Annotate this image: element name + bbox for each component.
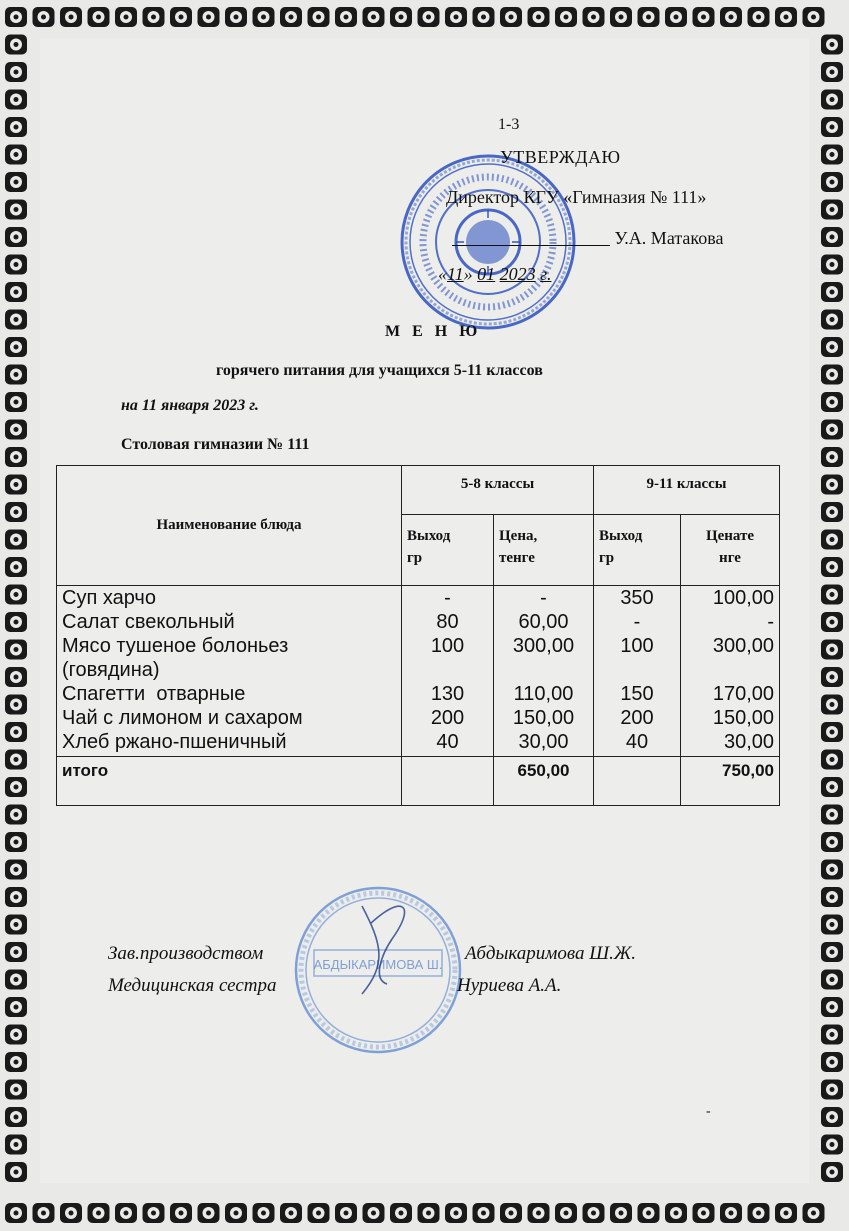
border-ornament [665, 7, 687, 27]
yield-9-11: 150 [594, 682, 681, 706]
border-ornament [308, 1203, 330, 1223]
border-ornament [5, 887, 27, 907]
border-ornament [5, 227, 27, 247]
border-ornament [821, 1025, 843, 1045]
border-ornament [821, 860, 843, 880]
border-ornament [5, 337, 27, 357]
document-number: 1-3 [498, 116, 520, 133]
border-ornament [821, 35, 843, 55]
border-ornament [821, 805, 843, 825]
border-ornament [583, 1203, 605, 1223]
border-ornament [555, 7, 577, 27]
yield-5-8: - [402, 586, 494, 611]
staff-seal-stamp [292, 884, 464, 1056]
border-ornament [5, 997, 27, 1017]
border-ornament [33, 7, 55, 27]
border-ornament [5, 970, 27, 990]
border-ornament [821, 145, 843, 165]
yield-5-8: 200 [402, 706, 494, 730]
border-ornament [821, 392, 843, 412]
price-9-11: - [681, 610, 780, 634]
price-9-11: 300,00 [681, 634, 780, 682]
border-ornament [5, 722, 27, 742]
border-ornament [821, 200, 843, 220]
approval-heading: УТВЕРЖДАЮ [500, 147, 621, 167]
border-ornament [803, 1203, 825, 1223]
border-ornament [5, 475, 27, 495]
border-ornament [60, 1203, 82, 1223]
border-ornament [821, 612, 843, 632]
border-ornament [748, 7, 770, 27]
column-price-5-8: Цена, тенге [494, 515, 594, 586]
border-ornament [225, 7, 247, 27]
table-row [57, 706, 780, 730]
border-ornament [821, 942, 843, 962]
border-ornament [5, 420, 27, 440]
date-quote-close: » [463, 264, 473, 284]
border-ornament [5, 200, 27, 220]
border-ornament [821, 172, 843, 192]
name-nurse: Нуриева А.А. [457, 975, 562, 996]
border-ornament [5, 1135, 27, 1155]
date-year: 2023 [499, 264, 536, 284]
column-dish-name: Наименование блюда [57, 466, 402, 586]
total-9-11: 750,00 [681, 757, 780, 806]
border-ornament [821, 1135, 843, 1155]
border-ornament [143, 7, 165, 27]
price-9-11: 170,00 [681, 682, 780, 706]
border-ornament [5, 1052, 27, 1072]
role-production-manager: Зав.производством [108, 943, 264, 964]
border-ornament [610, 7, 632, 27]
date-suffix: г. [540, 264, 552, 284]
border-ornament [821, 227, 843, 247]
border-ornament [528, 7, 550, 27]
border-ornament [308, 7, 330, 27]
border-ornament [198, 1203, 220, 1223]
staff-seal-text: АБДЫКАРИМОВА Ш. [313, 957, 443, 972]
border-ornament [5, 282, 27, 302]
table-row [57, 730, 780, 757]
border-ornament [390, 7, 412, 27]
border-ornament [821, 90, 843, 110]
border-ornament [821, 420, 843, 440]
price-9-11: 100,00 [681, 586, 780, 611]
border-ornament [821, 62, 843, 82]
border-ornament [170, 7, 192, 27]
border-ornament [821, 695, 843, 715]
border-ornament [5, 1025, 27, 1045]
border-ornament [5, 62, 27, 82]
yield-5-8: 130 [402, 682, 494, 706]
canteen-name: Столовая гимназии № 111 [121, 436, 310, 453]
border-ornament [638, 7, 660, 27]
border-ornament [821, 255, 843, 275]
border-ornament [821, 997, 843, 1017]
yield-5-8: 40 [402, 730, 494, 757]
border-ornament [473, 1203, 495, 1223]
border-ornament [821, 365, 843, 385]
border-ornament [821, 887, 843, 907]
border-ornament [5, 640, 27, 660]
border-ornament [5, 530, 27, 550]
border-ornament [5, 612, 27, 632]
footer-mark: - [706, 1104, 711, 1119]
border-ornament [418, 1203, 440, 1223]
border-ornament [5, 832, 27, 852]
border-ornament [821, 970, 843, 990]
signature-underline [452, 229, 610, 246]
border-ornament [115, 1203, 137, 1223]
border-ornament [33, 1203, 55, 1223]
border-ornament [821, 832, 843, 852]
border-ornament [821, 777, 843, 797]
border-ornament [821, 1052, 843, 1072]
column-price-9-11: Ценате нге [681, 515, 780, 586]
border-ornament [500, 7, 522, 27]
price-5-8: 300,00 [494, 634, 594, 682]
border-ornament [821, 667, 843, 687]
border-ornament [775, 7, 797, 27]
price-9-11: 30,00 [681, 730, 780, 757]
border-ornament [528, 1203, 550, 1223]
border-ornament [821, 1107, 843, 1127]
column-yield-5-8: Выход гр [402, 515, 494, 586]
border-ornament [363, 7, 385, 27]
price-5-8: 30,00 [494, 730, 594, 757]
total-label: итого [57, 757, 402, 806]
border-ornament [473, 7, 495, 27]
border-ornament [5, 1162, 27, 1182]
border-ornament [5, 557, 27, 577]
border-ornament [363, 1203, 385, 1223]
border-ornament [821, 310, 843, 330]
menu-subtitle: горячего питания для учащихся 5-11 классов [216, 362, 543, 379]
border-ornament [5, 255, 27, 275]
border-ornament [821, 722, 843, 742]
border-ornament [5, 695, 27, 715]
border-ornament [143, 1203, 165, 1223]
yield-9-11: - [594, 610, 681, 634]
border-ornament [5, 392, 27, 412]
border-ornament [5, 7, 27, 27]
border-ornament [225, 1203, 247, 1223]
dish-name: Салат свекольный [57, 610, 402, 634]
dish-name: Спагетти отварные [57, 682, 402, 706]
border-ornament [821, 530, 843, 550]
border-ornament [445, 1203, 467, 1223]
role-nurse: Медицинская сестра [108, 975, 277, 996]
border-ornament [5, 90, 27, 110]
border-ornament [803, 7, 825, 27]
border-ornament [748, 1203, 770, 1223]
dish-name: Хлеб ржано-пшеничный [57, 730, 402, 757]
border-ornament [583, 7, 605, 27]
approval-date [438, 264, 551, 285]
yield-9-11: 100 [594, 634, 681, 682]
border-ornament [5, 365, 27, 385]
price-5-8: 60,00 [494, 610, 594, 634]
border-ornament [5, 777, 27, 797]
date-month: 01 [477, 264, 496, 284]
border-ornament [693, 7, 715, 27]
border-ornament [5, 942, 27, 962]
border-ornament [198, 7, 220, 27]
border-ornament [445, 7, 467, 27]
date-quote-open: « [438, 264, 447, 284]
border-ornament [821, 447, 843, 467]
column-yield-9-11: Выход гр [594, 515, 681, 586]
yield-5-8: 100 [402, 634, 494, 682]
border-ornament [821, 750, 843, 770]
border-ornament [5, 585, 27, 605]
total-empty-cell [402, 757, 494, 806]
table-row [57, 682, 780, 706]
border-ornament [5, 667, 27, 687]
price-9-11: 150,00 [681, 706, 780, 730]
table-row [57, 586, 780, 611]
director-signature-line [452, 228, 724, 249]
border-ornament [115, 7, 137, 27]
dish-name: Мясо тушеное болоньез (говядина) [57, 634, 402, 682]
total-5-8: 650,00 [494, 757, 594, 806]
border-ornament [253, 7, 275, 27]
border-ornament [390, 1203, 412, 1223]
border-ornament [821, 557, 843, 577]
dish-name: Чай с лимоном и сахаром [57, 706, 402, 730]
border-ornament [5, 1107, 27, 1127]
border-ornament [693, 1203, 715, 1223]
border-ornament [5, 860, 27, 880]
border-ornament [665, 1203, 687, 1223]
dish-name: Суп харчо [57, 586, 402, 611]
director-name: У.А. Матакова [614, 228, 724, 248]
border-ornament [170, 1203, 192, 1223]
border-ornament [821, 585, 843, 605]
total-row [57, 757, 780, 806]
border-ornament [821, 1162, 843, 1182]
border-ornament [821, 915, 843, 935]
table-row [57, 610, 780, 634]
border-ornament [821, 475, 843, 495]
border-ornament [88, 1203, 110, 1223]
border-ornament [555, 1203, 577, 1223]
border-ornament [5, 145, 27, 165]
border-ornament [775, 1203, 797, 1223]
border-ornament [821, 337, 843, 357]
border-ornament [720, 7, 742, 27]
border-ornament [5, 502, 27, 522]
border-ornament [5, 805, 27, 825]
border-ornament [500, 1203, 522, 1223]
border-ornament [821, 117, 843, 137]
border-ornament [5, 172, 27, 192]
yield-9-11: 200 [594, 706, 681, 730]
price-5-8: 150,00 [494, 706, 594, 730]
total-empty-cell [594, 757, 681, 806]
border-ornament [88, 7, 110, 27]
border-ornament [5, 117, 27, 137]
price-5-8: 110,00 [494, 682, 594, 706]
border-ornament [821, 640, 843, 660]
border-ornament [5, 310, 27, 330]
border-ornament [821, 282, 843, 302]
border-ornament [5, 447, 27, 467]
border-ornament [418, 7, 440, 27]
menu-date: на 11 января 2023 г. [121, 397, 259, 414]
border-ornament [5, 1203, 27, 1223]
column-group-5-8: 5-8 классы [402, 466, 594, 515]
border-ornament [5, 35, 27, 55]
border-ornament [335, 7, 357, 27]
yield-9-11: 350 [594, 586, 681, 611]
border-ornament [5, 1080, 27, 1100]
yield-9-11: 40 [594, 730, 681, 757]
border-ornament [335, 1203, 357, 1223]
name-production-manager: Абдыкаримова Ш.Ж. [465, 943, 636, 964]
price-5-8: - [494, 586, 594, 611]
menu-title: М Е Н Ю [385, 323, 482, 340]
border-ornament [60, 7, 82, 27]
table-row [57, 634, 780, 682]
border-ornament [638, 1203, 660, 1223]
border-ornament [5, 750, 27, 770]
border-ornament [610, 1203, 632, 1223]
menu-table [56, 465, 780, 806]
border-ornament [821, 502, 843, 522]
column-group-9-11: 9-11 классы [594, 466, 780, 515]
yield-5-8: 80 [402, 610, 494, 634]
border-ornament [253, 1203, 275, 1223]
border-ornament [5, 915, 27, 935]
border-ornament [280, 1203, 302, 1223]
border-ornament [821, 1080, 843, 1100]
date-day: 11 [447, 264, 464, 284]
border-ornament [280, 7, 302, 27]
director-line: Директор КГУ «Гимназия № 111» [446, 187, 707, 207]
border-ornament [720, 1203, 742, 1223]
